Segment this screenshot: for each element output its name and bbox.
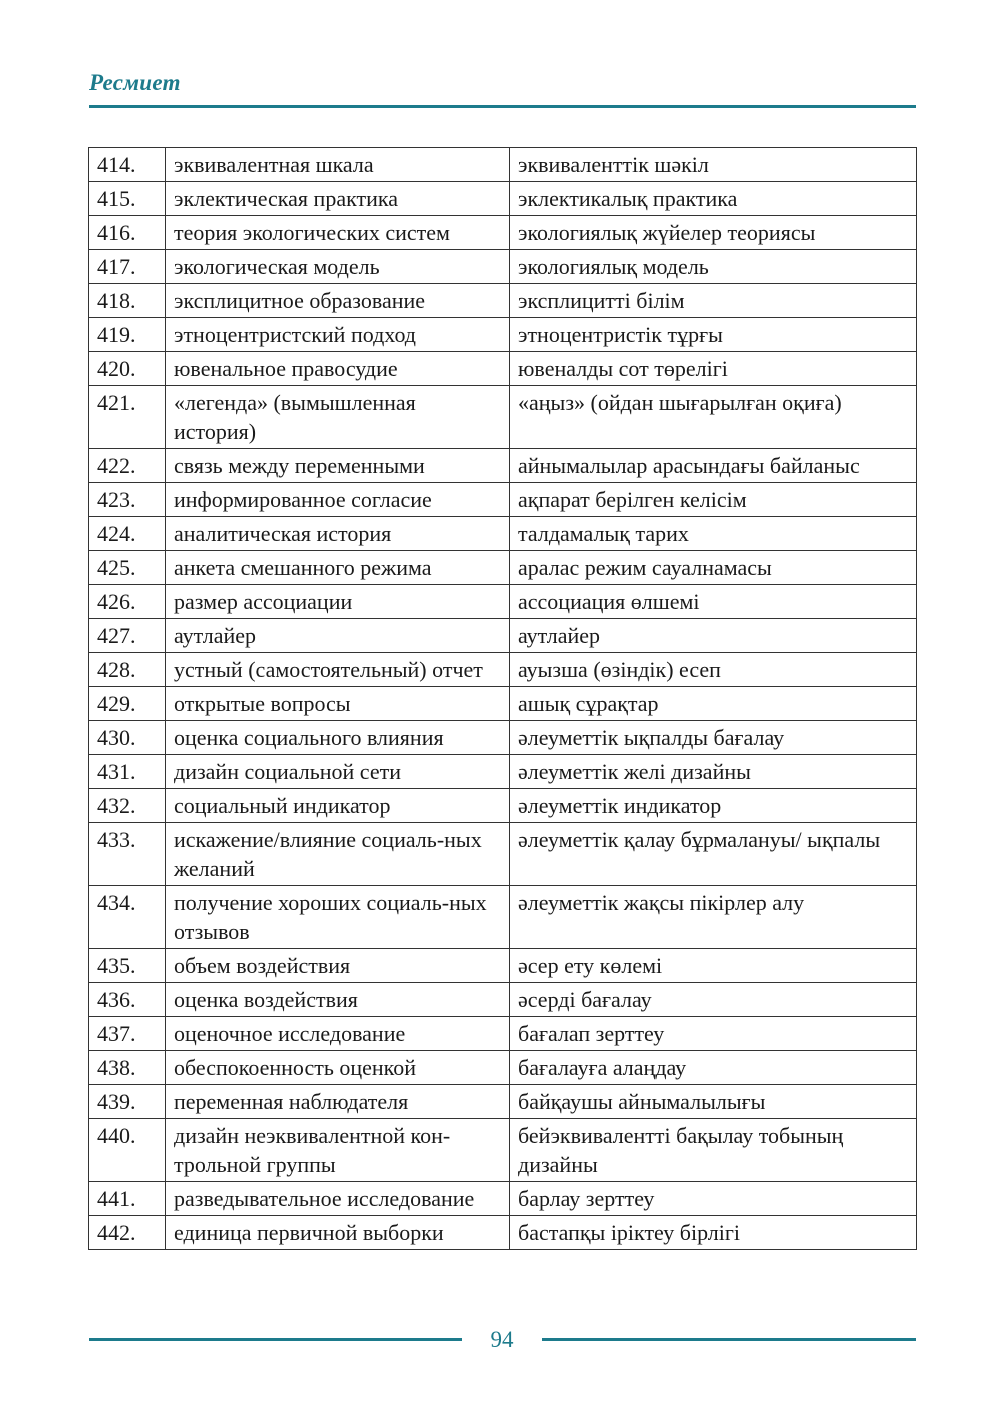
term-number: 436. xyxy=(89,983,166,1017)
term-kazakh: ақпарат берілген келісім xyxy=(510,483,917,517)
table-row xyxy=(89,721,917,755)
term-russian: оценка социального влияния xyxy=(166,721,510,755)
term-kazakh: «аңыз» (ойдан шығарылған оқиға) xyxy=(510,386,917,449)
table-row xyxy=(89,352,917,386)
term-kazakh: аутлайер xyxy=(510,619,917,653)
term-russian: объем воздействия xyxy=(166,949,510,983)
term-number: 420. xyxy=(89,352,166,386)
term-kazakh: ауызша (өзіндік) есеп xyxy=(510,653,917,687)
term-russian: открытые вопросы xyxy=(166,687,510,721)
table-row xyxy=(89,983,917,1017)
table-row xyxy=(89,789,917,823)
table-row xyxy=(89,619,917,653)
table-row xyxy=(89,1051,917,1085)
term-kazakh: байқаушы айнымалылығы xyxy=(510,1085,917,1119)
term-number: 433. xyxy=(89,823,166,886)
term-number: 439. xyxy=(89,1085,166,1119)
term-kazakh: эклектикалық практика xyxy=(510,182,917,216)
term-kazakh: әлеуметтік жақсы пікірлер алу xyxy=(510,886,917,949)
table-row xyxy=(89,1119,917,1182)
term-number: 428. xyxy=(89,653,166,687)
term-number: 418. xyxy=(89,284,166,318)
term-russian: дизайн социальной сети xyxy=(166,755,510,789)
term-kazakh: ассоциация өлшемі xyxy=(510,585,917,619)
term-kazakh: экологиялық модель xyxy=(510,250,917,284)
term-kazakh: әсерді бағалау xyxy=(510,983,917,1017)
term-kazakh: бейэквивалентті бақылау тобының дизайны xyxy=(510,1119,917,1182)
term-number: 435. xyxy=(89,949,166,983)
table-row xyxy=(89,1182,917,1216)
term-russian: эксплицитное образование xyxy=(166,284,510,318)
term-kazakh: этноцентристік тұрғы xyxy=(510,318,917,352)
header-title: Ресмиет xyxy=(89,70,181,95)
term-russian: анкета смешанного режима xyxy=(166,551,510,585)
term-kazakh: ашық сұрақтар xyxy=(510,687,917,721)
term-number: 431. xyxy=(89,755,166,789)
term-russian: аутлайер xyxy=(166,619,510,653)
term-kazakh: әлеуметтік индикатор xyxy=(510,789,917,823)
term-kazakh: бағалап зерттеу xyxy=(510,1017,917,1051)
term-russian: устный (самостоятельный) отчет xyxy=(166,653,510,687)
term-number: 426. xyxy=(89,585,166,619)
term-russian: обеспокоенность оценкой xyxy=(166,1051,510,1085)
term-number: 415. xyxy=(89,182,166,216)
table-row xyxy=(89,318,917,352)
term-russian: искажение/влияние социаль-ных желаний xyxy=(166,823,510,886)
term-russian: аналитическая история xyxy=(166,517,510,551)
term-number: 419. xyxy=(89,318,166,352)
term-kazakh: әлеуметтік қалау бұрмалануы/ ықпалы xyxy=(510,823,917,886)
term-kazakh: бастапқы іріктеу бірлігі xyxy=(510,1216,917,1250)
term-number: 422. xyxy=(89,449,166,483)
term-kazakh: айнымалылар арасындағы байланыс xyxy=(510,449,917,483)
term-number: 432. xyxy=(89,789,166,823)
table-row xyxy=(89,1216,917,1250)
footer-rule-right xyxy=(542,1338,916,1341)
term-number: 437. xyxy=(89,1017,166,1051)
table-row xyxy=(89,386,917,449)
term-russian: связь между переменными xyxy=(166,449,510,483)
term-number: 442. xyxy=(89,1216,166,1250)
table-row xyxy=(89,949,917,983)
term-kazakh: эквиваленттік шәкіл xyxy=(510,148,917,182)
footer-rule-left xyxy=(89,1338,462,1341)
term-russian: ювенальное правосудие xyxy=(166,352,510,386)
term-number: 438. xyxy=(89,1051,166,1085)
term-kazakh: бағалауға алаңдау xyxy=(510,1051,917,1085)
term-number: 416. xyxy=(89,216,166,250)
term-russian: единица первичной выборки xyxy=(166,1216,510,1250)
table-row xyxy=(89,284,917,318)
term-russian: экологическая модель xyxy=(166,250,510,284)
table-row xyxy=(89,449,917,483)
term-kazakh: аралас режим сауалнамасы xyxy=(510,551,917,585)
term-russian: эквивалентная шкала xyxy=(166,148,510,182)
term-russian: теория экологических систем xyxy=(166,216,510,250)
term-number: 424. xyxy=(89,517,166,551)
glossary-body xyxy=(89,148,917,1250)
term-kazakh: талдамалық тарих xyxy=(510,517,917,551)
term-russian: социальный индикатор xyxy=(166,789,510,823)
term-kazakh: әлеуметтік желі дизайны xyxy=(510,755,917,789)
table-row xyxy=(89,517,917,551)
term-russian: размер ассоциации xyxy=(166,585,510,619)
table-row xyxy=(89,687,917,721)
term-number: 427. xyxy=(89,619,166,653)
table-row xyxy=(89,182,917,216)
term-number: 417. xyxy=(89,250,166,284)
page-number: 94 xyxy=(490,1327,514,1352)
term-kazakh: эксплицитті білім xyxy=(510,284,917,318)
table-row xyxy=(89,1085,917,1119)
table-row xyxy=(89,823,917,886)
table-row xyxy=(89,551,917,585)
table-row xyxy=(89,148,917,182)
term-number: 430. xyxy=(89,721,166,755)
term-kazakh: барлау зерттеу xyxy=(510,1182,917,1216)
term-number: 423. xyxy=(89,483,166,517)
table-row xyxy=(89,886,917,949)
table-row xyxy=(89,483,917,517)
table-row xyxy=(89,653,917,687)
table-row xyxy=(89,585,917,619)
term-russian: оценка воздействия xyxy=(166,983,510,1017)
table-row xyxy=(89,250,917,284)
term-kazakh: әсер ету көлемі xyxy=(510,949,917,983)
term-russian: переменная наблюдателя xyxy=(166,1085,510,1119)
header-rule xyxy=(89,105,916,108)
term-russian: информированное согласие xyxy=(166,483,510,517)
term-russian: дизайн неэквивалентной кон-трольной группы xyxy=(166,1119,510,1182)
term-kazakh: әлеуметтік ықпалды бағалау xyxy=(510,721,917,755)
term-russian: эклектическая практика xyxy=(166,182,510,216)
term-number: 429. xyxy=(89,687,166,721)
term-russian: разведывательное исследование xyxy=(166,1182,510,1216)
term-russian: получение хороших социаль-ных отзывов xyxy=(166,886,510,949)
term-number: 434. xyxy=(89,886,166,949)
term-russian: оценочное исследование xyxy=(166,1017,510,1051)
term-number: 421. xyxy=(89,386,166,449)
term-number: 414. xyxy=(89,148,166,182)
term-russian: «легенда» (вымышленная история) xyxy=(166,386,510,449)
term-number: 441. xyxy=(89,1182,166,1216)
term-number: 425. xyxy=(89,551,166,585)
table-row xyxy=(89,755,917,789)
glossary-table xyxy=(88,147,917,1250)
term-kazakh: экологиялық жүйелер теориясы xyxy=(510,216,917,250)
term-number: 440. xyxy=(89,1119,166,1182)
term-kazakh: ювеналды сот төрелігі xyxy=(510,352,917,386)
term-russian: этноцентристский подход xyxy=(166,318,510,352)
table-row xyxy=(89,1017,917,1051)
table-row xyxy=(89,216,917,250)
